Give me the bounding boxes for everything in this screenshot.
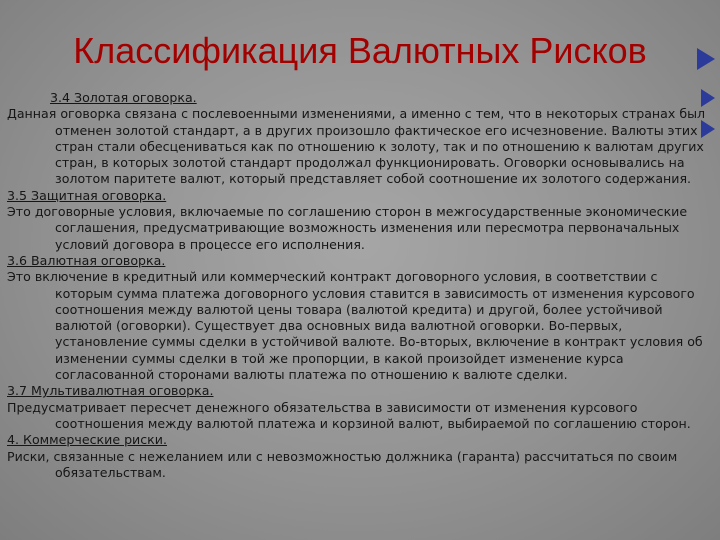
section-heading: 3.6 Валютная оговорка. <box>7 252 166 268</box>
section-heading: 3.4 Золотая оговорка. <box>50 90 197 105</box>
section-body: Данная оговорка связана с послевоенными изменениями, а именно с тем, что в некоторых странах был отменен золотой стандарт, а в других произошло фактическое его исчезновение. Валюты этих стран стали обесцениваться как по отношению к золоту, так и по отношению к валютам других стран, в которых золотой стандарт продолжал функционировать. Оговорки основывались на золотом паритете валют, который представляет собой соотношение их золотого содержания. <box>7 106 706 187</box>
section-heading: 4. Коммерческие риски. <box>7 432 167 448</box>
section-heading: 3.5 Защитная оговорка. <box>7 187 167 203</box>
section-body: Это договорные условия, включаемые по соглашению сторон в межгосударственные экономические соглашения, предусматривающие возможность изменения или пересмотра первоначальных условий договора в процессе его исполнения. <box>7 204 688 252</box>
slide-content <box>7 90 713 481</box>
section-body: Это включение в кредитный или коммерческий контракт договорного условия, в соответствии с которым сумма платежа договорного условия ставится в зависимость от изменения курсового соотношения между валютой цены товара (валютой кредита) и другой, более устойчивой валютой (оговорки). Существует два основных вида валютной оговорки. Во-первых, установление суммы сделки в устойчивой валюте. Во-вторых, включение в контракт условия об изменении суммы сделки в той же пропорции, в какой произойдет изменение курса согласованной сторонами валюты платежа по отношению к валюте сделки. <box>7 269 703 383</box>
section-body: Предусматривает пересчет денежного обязательства в зависимости от изменения курсового соотношения между валютой платежа и корзиной валют, выбираемой по соглашению сторон. <box>7 399 691 431</box>
section-heading: 3.7 Мультивалютная оговорка. <box>7 383 214 399</box>
slide-title: Классификация Валютных Рисков <box>73 30 647 71</box>
section-body: Риски, связанные с нежеланием или с невозможностью должника (гаранта) рассчитаться по своим обязательствам. <box>7 448 678 480</box>
